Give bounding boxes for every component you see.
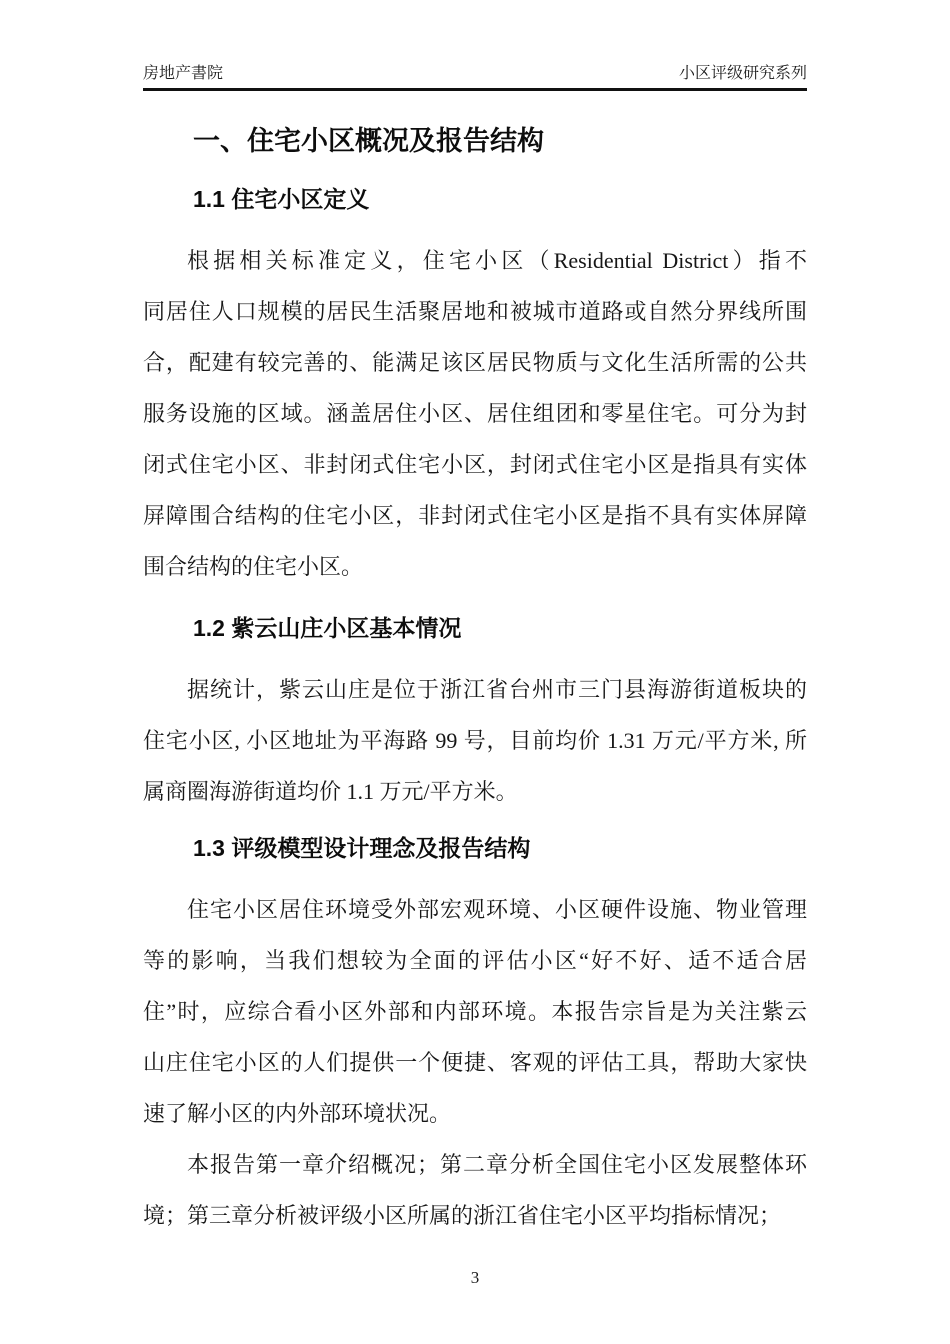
section-heading-1-1: 1.1 住宅小区定义 (193, 186, 370, 212)
text-line: 山庄住宅小区的人们提供一个便捷、客观的评估工具，帮助大家快 (143, 1050, 807, 1075)
header-left-text: 房地产書院 (143, 65, 224, 82)
page-header (143, 0, 807, 91)
section-heading-1-2: 1.2 紫云山庄小区基本情况 (193, 615, 462, 641)
page-number: 3 (470, 1268, 480, 1287)
header-right-text: 小区评级研究系列 (678, 65, 807, 82)
text-line: 等的影响，当我们想较为全面的评估小区“好不好、适不适合居 (143, 948, 807, 973)
text-line: 属商圈海游街道均价 1.1 万元/平方米。 (143, 779, 518, 804)
text-line: 速了解小区的内外部环境状况。 (143, 1101, 452, 1126)
text-line: 围合结构的住宅小区。 (143, 554, 364, 579)
text-line: 住”时，应综合看小区外部和内部环境。本报告宗旨是为关注紫云 (143, 999, 807, 1024)
text-line: 屏障围合结构的住宅小区，非封闭式住宅小区是指不具有实体屏障 (143, 503, 807, 528)
text-line: 据统计，紫云山庄是位于浙江省台州市三门县海游街道板块的 (187, 677, 807, 702)
text-line: 服务设施的区域。涵盖居住小区、居住组团和零星住宅。可分为封 (143, 401, 807, 426)
section-heading-1-3: 1.3 评级模型设计理念及报告结构 (193, 835, 531, 861)
text-line: 境；第三章分析被评级小区所属的浙江省住宅小区平均指标情况； (143, 1203, 782, 1228)
text-line: 住宅小区居住环境受外部宏观环境、小区硬件设施、物业管理 (187, 897, 807, 922)
text-line: 住宅小区, 小区地址为平海路 99 号，目前均价 1.31 万元/平方米, 所 (143, 728, 807, 753)
paragraph (143, 1139, 807, 1241)
page-title: 一、住宅小区概况及报告结构 (193, 126, 544, 156)
paragraph (143, 884, 807, 1139)
text-line: 同居住人口规模的居民生活聚居地和被城市道路或自然分界线所围 (143, 299, 807, 324)
text-line: 本报告第一章介绍概况；第二章分析全国住宅小区发展整体环 (187, 1152, 807, 1177)
text-line: 合，配建有较完善的、能满足该区居民物质与文化生活所需的公共 (143, 350, 807, 375)
text-line: 根据相关标准定义，住宅小区（Residential District）指不 (187, 248, 807, 273)
text-line: 闭式住宅小区、非封闭式住宅小区，封闭式住宅小区是指具有实体 (143, 452, 807, 477)
paragraph (143, 235, 807, 592)
paragraph (143, 664, 807, 817)
